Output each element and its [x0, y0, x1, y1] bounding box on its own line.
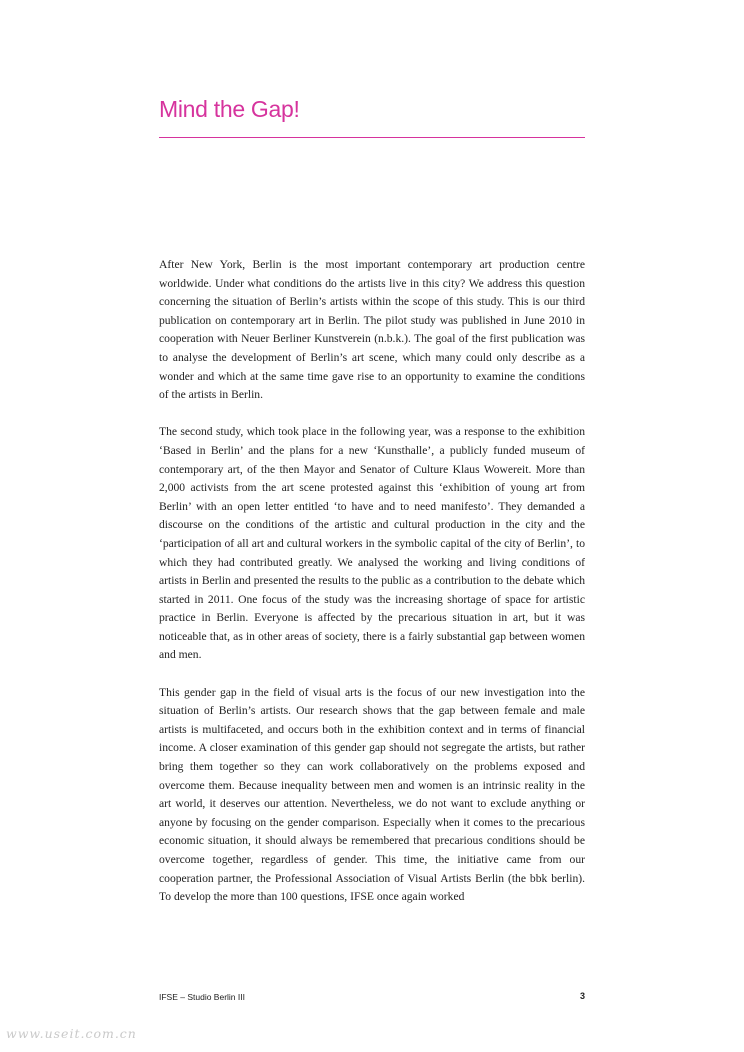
body-text	[159, 256, 585, 925]
paragraph: After New York, Berlin is the most important contemporary art production centre worldwide. Under what conditions do the artists live in this city? We address this question concerning the situation of Berlin’s artists within the scope of this study. This is our third publication on contemporary art in Berlin. The pilot study was published in June 2010 in cooperation with Neuer Berliner Kunstverein (n.b.k.). The goal of the first publication was to analyse the development of Berlin’s art scene, which many could only describe as a wonder and which at the same time gave rise to an opportunity to examine the conditions of the artists in Berlin.	[159, 258, 585, 402]
page-number: 3	[579, 991, 585, 1001]
title-divider	[159, 137, 585, 138]
watermark: www.useit.com.cn	[6, 1026, 137, 1041]
footer-publication: IFSE – Studio Berlin III	[159, 992, 245, 1002]
paragraph: This gender gap in the field of visual arts is the focus of our new investigation into the situation of Berlin’s artists. Our research shows that the gap between female and male artists is multifaceted, and occurs both in the exhibition context and in terms of financial income. A closer examination of this gender gap should not segregate the artists, but rather bring them together so they can work collaboratively on the problems exposed and overcome them. Because inequality between men and women is an intrinsic reality in the art world, it deserves our attention. Nevertheless, we do not want to exclude anything or anyone by focusing on the gender comparison. Especially when it comes to the precarious economic situation, it should always be remembered that precarious conditions should be overcome together, regardless of gender. This time, the initiative came from our cooperation partner, the Professional Association of Visual Artists Berlin (the bbk berlin). To develop the more than 100 questions, IFSE once again worked	[159, 685, 585, 904]
page-title: Mind the Gap!	[159, 96, 300, 122]
paragraph: The second study, which took place in the following year, was a response to the exhibition ‘Based in Berlin’ and the plans for a new ‘Kunsthalle’, a publicly funded museum of contemporary art, of the then Mayor and Senator of Culture Klaus Wowereit. More than 2,000 activists from the art scene protested against this ‘exhibition of young art from Berlin’ with an open letter entitled ‘to have and to need manifesto’. They demanded a discourse on the conditions of the artistic and cultural production in the city and the ‘participation of all art and cultural workers in the symbolic capital of the city of Berlin’, to which they had contributed greatly. We analysed the working and living conditions of artists in Berlin and presented the results to the public as a contribution to the debate which started in 2011. One focus of the study was the increasing shortage of space for artistic practice in Berlin. Everyone is affected by the precarious situation in art, but it was noticeable that, as in other areas of society, there is a fairly substantial gap between women and men.	[159, 425, 585, 662]
